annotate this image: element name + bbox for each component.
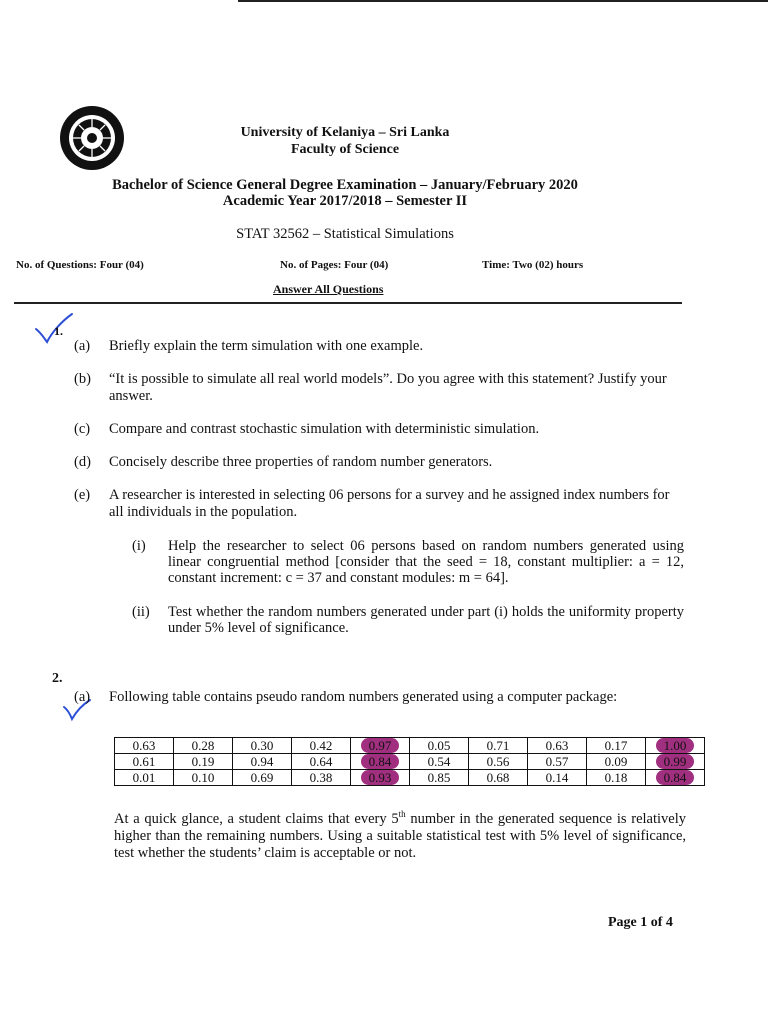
exam-duration: Time: Two (02) hours: [482, 259, 584, 271]
table-cell: 0.18: [587, 770, 646, 786]
table-cell: [351, 770, 410, 786]
table-cell: 0.42: [292, 738, 351, 754]
claim-text: At a quick glance, a student claims that every 5th number in the generated sequence is relatively higher than the remaining numbers. Using a suitable statistical test with 5% level of significance, test whether the students’ claim is acceptable or not.: [114, 809, 686, 861]
table-cell: [351, 754, 410, 770]
question-1-number: 1.: [54, 324, 63, 338]
table-cell: 0.64: [292, 754, 351, 770]
table-cell: 0.85: [410, 770, 469, 786]
part-label: (e): [74, 487, 91, 503]
faculty-name: Faculty of Science: [290, 142, 400, 157]
part-label: (b): [74, 371, 91, 387]
question-1e: [74, 487, 684, 521]
highlight-mark: 0.97: [361, 738, 400, 753]
table-cell: 0.69: [233, 770, 292, 786]
table-cell: 0.57: [528, 754, 587, 770]
table-row: [115, 770, 705, 786]
table-row: [115, 754, 705, 770]
number-of-questions: No. of Questions: Four (04): [16, 259, 144, 271]
question-1a: [74, 338, 684, 355]
question-2a: [74, 689, 684, 706]
course-title: STAT 32562 – Statistical Simulations: [236, 226, 454, 242]
table-cell: [646, 738, 705, 754]
highlight-mark: 0.93: [361, 770, 400, 785]
part-text: Compare and contrast stochastic simulation with deterministic simulation.: [109, 421, 540, 437]
number-of-pages: No. of Pages: Four (04): [280, 259, 389, 271]
part-text: Briefly explain the term simulation with one example.: [109, 338, 424, 354]
part-text: Concisely describe three properties of random number generators.: [109, 454, 493, 470]
part-label: (d): [74, 454, 91, 470]
table-cell: 0.63: [528, 738, 587, 754]
subpart-text: Help the researcher to select 06 persons based on random numbers generated using linear congruential method [consider that the seed = 18, constant multiplier: a = 12, constant increment: c = 37 and constant modules: m = 64].: [168, 538, 684, 586]
question-1e-ii: [132, 604, 684, 636]
subpart-text: Test whether the random numbers generated under part (i) holds the uniformity property under 5% level of significance.: [168, 604, 684, 636]
exam-title: Bachelor of Science General Degree Examination – January/February 2020: [112, 177, 578, 193]
table-cell: [646, 770, 705, 786]
part-text: Following table contains pseudo random numbers generated using a computer package:: [109, 689, 618, 705]
top-border-line: [238, 0, 768, 2]
highlight-mark: 1.00: [656, 738, 695, 753]
page-number: Page 1 of 4: [608, 915, 673, 930]
part-text: A researcher is interested in selecting 06 persons for a survey and he assigned index numbers for all individuals in the population.: [109, 487, 670, 520]
subpart-label: (i): [132, 538, 146, 554]
table-cell: 0.38: [292, 770, 351, 786]
table-cell: 0.54: [410, 754, 469, 770]
part-label: (c): [74, 421, 91, 437]
question-2-number: 2.: [52, 671, 63, 686]
table-cell: 0.71: [469, 738, 528, 754]
table-cell: 0.19: [174, 754, 233, 770]
question-2a-claim: [114, 806, 686, 862]
table-cell: 0.28: [174, 738, 233, 754]
question-1c: [74, 421, 684, 438]
highlight-mark: 0.99: [656, 754, 695, 769]
table-cell: 0.01: [115, 770, 174, 786]
question-1d: [74, 454, 684, 471]
university-name: University of Kelaniya – Sri Lanka: [240, 125, 450, 140]
table-cell: 0.09: [587, 754, 646, 770]
table-cell: 0.56: [469, 754, 528, 770]
table-cell: 0.68: [469, 770, 528, 786]
table-cell: 0.94: [233, 754, 292, 770]
table-cell: 0.61: [115, 754, 174, 770]
subpart-label: (ii): [132, 604, 150, 620]
header-divider: [14, 302, 682, 304]
table-cell: 0.14: [528, 770, 587, 786]
table-cell: 0.30: [233, 738, 292, 754]
question-1b: [74, 371, 684, 405]
random-numbers-table: [114, 737, 705, 786]
table-cell: 0.05: [410, 738, 469, 754]
part-label: (a): [74, 689, 91, 705]
table-cell: [646, 754, 705, 770]
highlight-mark: 0.84: [361, 754, 400, 769]
academic-year: Academic Year 2017/2018 – Semester II: [222, 193, 468, 209]
part-text: “It is possible to simulate all real world models”. Do you agree with this statement? Justify your answer.: [109, 371, 667, 404]
table-cell: 0.17: [587, 738, 646, 754]
instructions: Answer All Questions: [273, 282, 384, 296]
table-cell: [351, 738, 410, 754]
table-cell: 0.63: [115, 738, 174, 754]
table-cell: 0.10: [174, 770, 233, 786]
part-label: (a): [74, 338, 91, 354]
highlight-mark: 0.84: [656, 770, 695, 785]
question-1e-i: [132, 538, 684, 586]
table-row: [115, 738, 705, 754]
